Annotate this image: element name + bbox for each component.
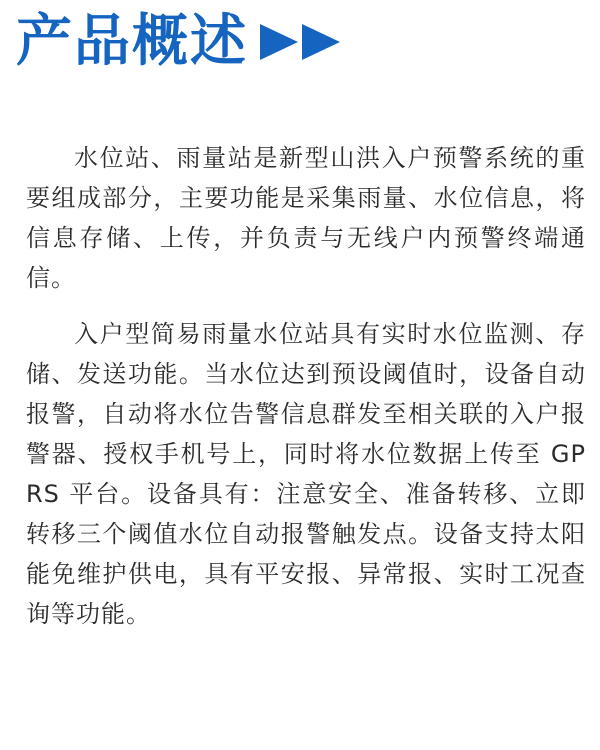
overview-body — [26, 138, 586, 634]
paragraph-2: 入户型简易雨量水位站具有实时水位监测、存储、发送功能。当水位达到预设阈值时，设备自动报警，自动将水位告警信息群发至相关联的入户报警器、授权手机号上，同时将水位数据上传至 GPRS 平台。设备具有：注意安全、准备转移、立即转移三个阈值水位自动报警触发点。设备支持太阳能免维护供电，具有平安报、异常报、实时工况查询等功能。 — [26, 320, 586, 628]
double-play-arrow-icon — [258, 20, 342, 64]
page-title: 产品概述 — [16, 9, 248, 74]
paragraph-1: 水位站、雨量站是新型山洪入户预警系统的重要组成部分，主要功能是采集雨量、水位信息，将信息存储、上传，并负责与无线户内预警终端通信。 — [26, 144, 586, 292]
section-header — [16, 6, 342, 78]
